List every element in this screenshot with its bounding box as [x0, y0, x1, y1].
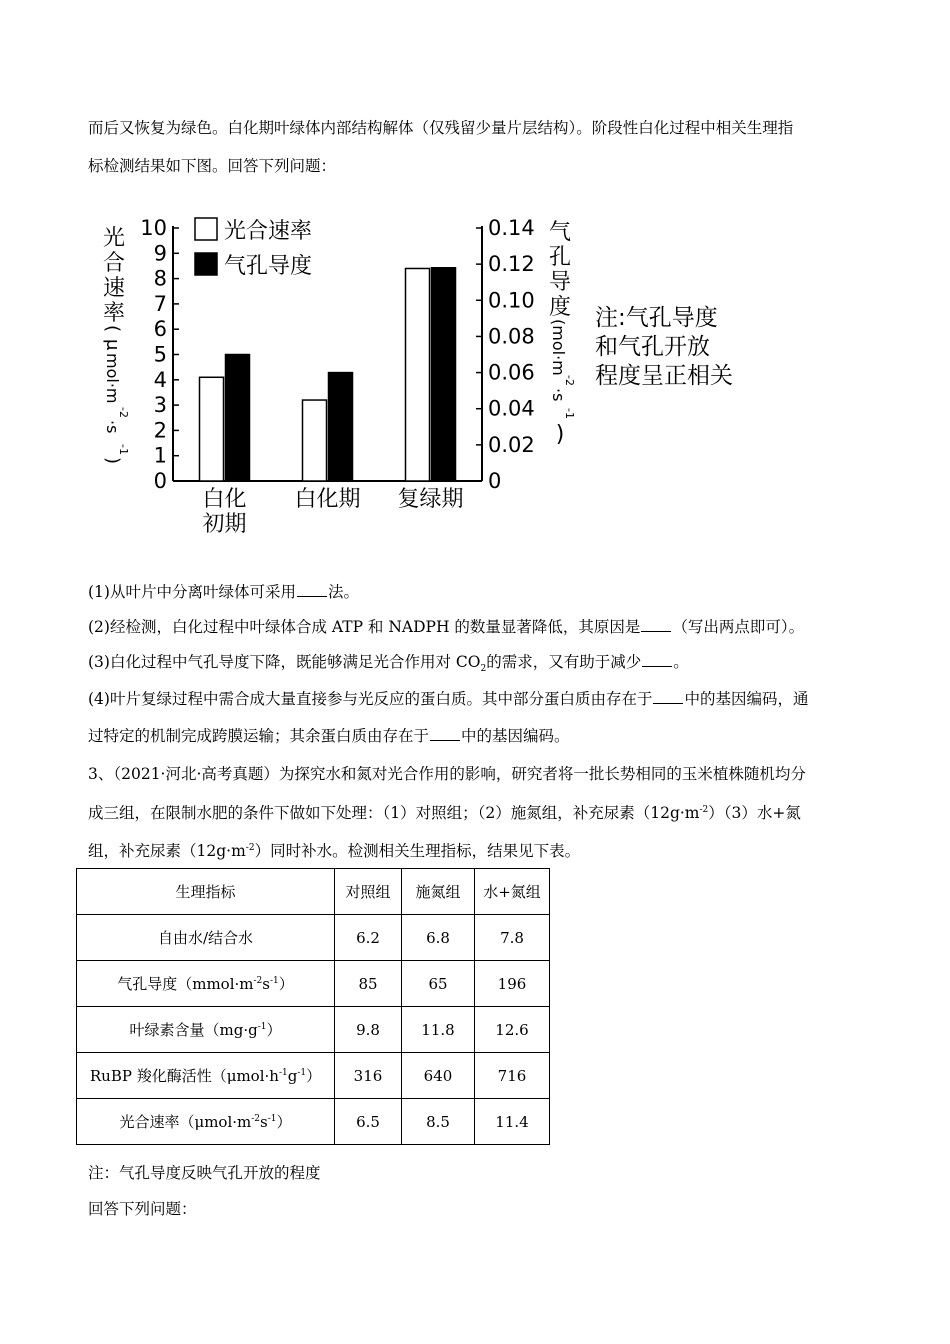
- bar-chart: [90, 205, 770, 545]
- bar: [329, 373, 353, 481]
- category-label: 初期: [202, 512, 247, 537]
- right-axis-label-part: 气: [548, 220, 572, 245]
- table-cell: 6.2: [335, 915, 402, 961]
- problem3-line-3: 组，补充尿素$(12g\cdot m^{-2})$同时补水。检测相关生理指标，结果见下表。: [88, 842, 581, 861]
- question-3: (3)白化过程中气孔导度下降，既能够满足光合作用对 $CO_2$的需求，又有助于减少 。: [88, 653, 689, 675]
- right-axis-label-part: ·s: [549, 388, 568, 402]
- table-cell: 11.8: [402, 1007, 475, 1053]
- data-table: [76, 868, 550, 1145]
- answer-blank[interactable]: [297, 582, 327, 597]
- table-cell: 6.5: [335, 1099, 402, 1145]
- left-axis-label-part: -2: [117, 407, 130, 418]
- table-cell: 640: [402, 1053, 475, 1099]
- table-header-cell: 生理指标: [77, 869, 335, 915]
- table-row: [77, 1007, 550, 1053]
- table-row: [77, 961, 550, 1007]
- intro-line-2: 标检测结果如下图。回答下列问题：: [88, 157, 337, 175]
- row-label: 光合速率$(\mu mol\cdot m^{-2}s^{-1})$: [77, 1099, 335, 1145]
- right-axis-label-part: 孔: [548, 245, 572, 270]
- row-label: 气孔导度$(mmol\cdot m^{-2}s^{-1})$: [77, 961, 335, 1007]
- left-tick-label: 8: [153, 266, 167, 291]
- problem3-line-1: 3、（2021·河北·高考真题）为探究水和氮对光合作用的影响，研究者将一批长势相同的玉米植株随机均分: [88, 765, 806, 783]
- left-axis-label-part: ): [102, 457, 123, 465]
- category-label: 白化期: [294, 487, 361, 512]
- left-axis-label-part: -1: [117, 444, 130, 455]
- right-axis-label-part: 度: [548, 295, 572, 320]
- chart-note-line: 程度呈正相关: [595, 363, 733, 389]
- answer-blank[interactable]: [641, 617, 671, 632]
- left-tick-label: 9: [153, 241, 167, 266]
- left-axis-label-part: μ: [102, 339, 123, 351]
- right-axis-label-part: -2: [563, 375, 576, 386]
- table-cell: 716: [475, 1053, 550, 1099]
- answer-blank[interactable]: [653, 689, 683, 704]
- right-axis-label-part: -1: [563, 408, 576, 419]
- table-header-row: [77, 869, 550, 915]
- row-label: RuBP 羧化酶活性$(\mu mol\cdot h^{-1}g^{-1})$: [77, 1053, 335, 1099]
- row-label: 自由水/结合水: [77, 915, 335, 961]
- bar: [303, 400, 327, 481]
- question-1: (1)从叶片中分离叶绿体可采用 法。: [88, 583, 359, 601]
- category-label: 复绿期: [397, 487, 464, 512]
- table-cell: 316: [335, 1053, 402, 1099]
- chart-note-line: 和气孔开放: [595, 334, 710, 360]
- legend-swatch: [195, 253, 217, 275]
- bar: [226, 355, 250, 482]
- left-axis-label-part: 速: [102, 276, 126, 301]
- left-tick-label: 5: [153, 342, 167, 367]
- left-axis-label-part: ·s: [103, 420, 122, 434]
- right-tick-label: 0.08: [488, 324, 535, 349]
- right-tick-label: 0.10: [488, 288, 535, 313]
- problem3-line-2: 成三组，在限制水肥的条件下做如下处理：（1）对照组；（2）施氮组，补充尿素$(12g\cdot m^{-2})(3)$水+氮: [88, 804, 801, 823]
- chart-note-line: 注:气孔导度: [595, 305, 718, 331]
- left-axis-label-part: mol·m: [103, 353, 122, 404]
- table-header-cell: 对照组: [335, 869, 402, 915]
- table-header-cell: 施氮组: [402, 869, 475, 915]
- right-tick-label: 0.06: [488, 360, 535, 385]
- table-header-cell: 水+氮组: [475, 869, 550, 915]
- answer-prompt: 回答下列问题：: [88, 1200, 197, 1218]
- left-axis-label-part: 率: [102, 301, 126, 326]
- left-tick-label: 10: [140, 216, 167, 240]
- left-tick-label: 3: [153, 393, 167, 418]
- legend-label: 气孔导度: [224, 254, 313, 279]
- left-tick-label: 2: [153, 418, 167, 443]
- table-row: [77, 1099, 550, 1145]
- table-cell: 85: [335, 961, 402, 1007]
- left-axis-label-part: 合: [102, 251, 126, 276]
- table-cell: 8.5: [402, 1099, 475, 1145]
- table-cell: 12.6: [475, 1007, 550, 1053]
- right-tick-label: 0.04: [488, 396, 535, 421]
- table-row: [77, 915, 550, 961]
- question-4-line-2: 过特定的机制完成跨膜运输；其余蛋白质由存在于 中的基因编码。: [88, 727, 570, 745]
- question-4-line-1: (4)叶片复绿过程中需合成大量直接参与光反应的蛋白质。其中部分蛋白质由存在于 中的基因编码，通: [88, 690, 809, 708]
- bar: [406, 268, 430, 481]
- table-note: 注：气孔导度反映气孔开放的程度: [88, 1164, 321, 1182]
- answer-blank[interactable]: [642, 652, 672, 667]
- row-label: 叶绿素含量$(mg\cdot g^{-1})$: [77, 1007, 335, 1053]
- right-axis-label-part: (mol·m: [549, 319, 568, 376]
- answer-blank[interactable]: [430, 726, 460, 741]
- legend-label: 光合速率: [224, 219, 313, 244]
- left-tick-label: 6: [153, 317, 167, 342]
- left-tick-label: 1: [153, 443, 167, 468]
- table-row: [77, 1053, 550, 1099]
- left-axis-label-part: 光: [102, 226, 126, 251]
- table-cell: 196: [475, 961, 550, 1007]
- right-axis-label-part: ): [555, 422, 565, 447]
- table-cell: 65: [402, 961, 475, 1007]
- table-cell: 11.4: [475, 1099, 550, 1145]
- left-tick-label: 7: [153, 291, 167, 316]
- right-tick-label: 0.02: [488, 432, 535, 457]
- left-axis-label-part: (: [102, 325, 123, 333]
- table-cell: 7.8: [475, 915, 550, 961]
- category-label: 白化: [202, 487, 247, 512]
- bar: [432, 268, 456, 481]
- table-cell: 6.8: [402, 915, 475, 961]
- intro-line-1: 而后又恢复为绿色。白化期叶绿体内部结构解体（仅残留少量片层结构）。阶段性白化过程中相关生理指: [88, 119, 794, 137]
- legend-swatch: [195, 218, 217, 240]
- bar: [200, 377, 224, 481]
- question-2: (2)经检测，白化过程中叶绿体合成 ATP 和 NADPH 的数量显著降低，其原因是 （写出两点即可）。: [88, 618, 805, 636]
- right-axis-label-part: 导: [548, 270, 572, 295]
- right-tick-label: 0.12: [488, 252, 535, 277]
- left-tick-label: 4: [153, 367, 167, 392]
- left-tick-label: 0: [153, 469, 167, 493]
- right-tick-label: 0: [488, 469, 502, 493]
- right-tick-label: 0.14: [488, 216, 535, 240]
- table-cell: 9.8: [335, 1007, 402, 1053]
